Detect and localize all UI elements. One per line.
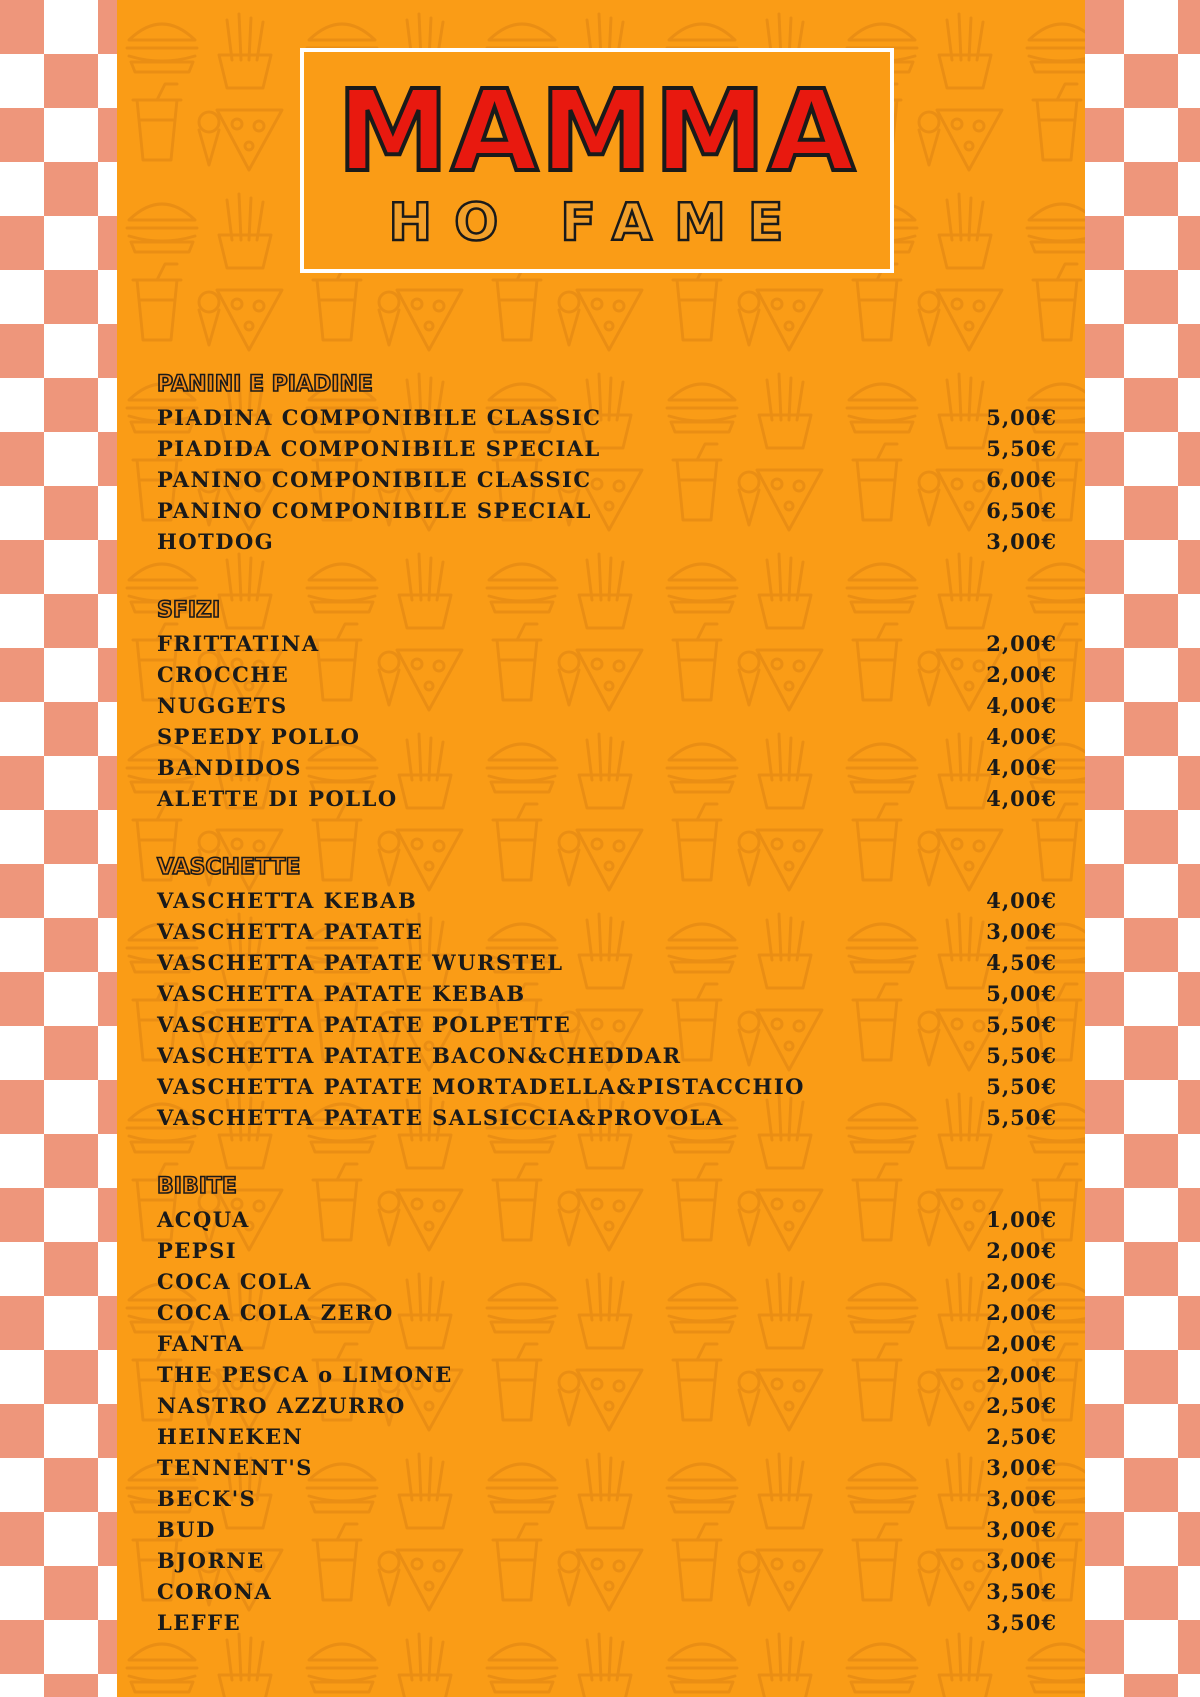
item-name: FANTA [157,1331,245,1356]
section-title: VASCHETTE [157,855,301,880]
item-name: PANINO COMPONIBILE CLASSIC [157,467,592,492]
menu-item [157,914,1057,945]
menu-item [157,431,1057,462]
item-price: 4,00€ [986,786,1057,811]
item-price: 2,00€ [986,1238,1057,1263]
menu-item [157,524,1057,555]
item-price: 4,00€ [986,888,1057,913]
item-name: BJORNE [157,1548,265,1573]
item-name: THE PESCA o LIMONE [157,1362,453,1387]
menu-item [157,1512,1057,1543]
logo-box [300,48,894,273]
menu-item [157,1388,1057,1419]
menu-item [157,1357,1057,1388]
menu-item [157,1264,1057,1295]
item-price: 5,50€ [986,436,1057,461]
item-price: 3,00€ [986,1455,1057,1480]
menu-item [157,1574,1057,1605]
item-price: 2,00€ [986,1331,1057,1356]
item-price: 3,00€ [986,529,1057,554]
menu-item [157,462,1057,493]
item-price: 5,50€ [986,1074,1057,1099]
menu-item [157,1202,1057,1233]
item-price: 3,00€ [986,1517,1057,1542]
menu-item [157,1233,1057,1264]
item-name: NUGGETS [157,693,288,718]
item-name: HEINEKEN [157,1424,304,1449]
item-price: 1,00€ [986,1207,1057,1232]
item-name: VASCHETTA PATATE KEBAB [157,981,526,1006]
item-name: VASCHETTA PATATE BACON&CHEDDAR [157,1043,682,1068]
item-name: VASCHETTA PATATE MORTADELLA&PISTACCHIO [157,1074,805,1099]
item-name: NASTRO AZZURRO [157,1393,406,1418]
item-price: 4,00€ [986,693,1057,718]
menu-item [157,1543,1057,1574]
item-name: VASCHETTA PATATE POLPETTE [157,1012,572,1037]
item-name: VASCHETTA PATATE [157,919,424,944]
menu-item [157,750,1057,781]
item-price: 5,50€ [986,1012,1057,1037]
menu-item [157,781,1057,812]
menu-item [157,1605,1057,1636]
item-price: 2,00€ [986,1362,1057,1387]
menu-item [157,1326,1057,1357]
item-price: 2,00€ [986,662,1057,687]
item-name: VASCHETTA PATATE WURSTEL [157,950,564,975]
item-name: PANINO COMPONIBILE SPECIAL [157,498,592,523]
item-price: 2,50€ [986,1393,1057,1418]
menu-item [157,493,1057,524]
item-price: 5,00€ [986,405,1057,430]
menu-item [157,719,1057,750]
item-price: 6,50€ [986,498,1057,523]
menu-item [157,1295,1057,1326]
menu-item [157,657,1057,688]
item-name: COCA COLA ZERO [157,1300,394,1325]
item-name: VASCHETTA KEBAB [157,888,418,913]
menu-item [157,626,1057,657]
item-price: 3,00€ [986,919,1057,944]
menu-item [157,1419,1057,1450]
item-price: 2,50€ [986,1424,1057,1449]
section-title: PANINI E PIADINE [157,372,373,397]
item-name: ALETTE DI POLLO [157,786,398,811]
item-price: 5,50€ [986,1043,1057,1068]
menu-item [157,1069,1057,1100]
section-title: BIBITE [157,1174,237,1199]
item-name: ACQUA [157,1207,250,1232]
item-name: PEPSI [157,1238,238,1263]
item-name: CORONA [157,1579,273,1604]
menu-item [157,1038,1057,1069]
item-price: 2,00€ [986,1269,1057,1294]
item-name: SPEEDY POLLO [157,724,361,749]
menu-item [157,883,1057,914]
item-name: BUD [157,1517,216,1542]
item-price: 2,00€ [986,1300,1057,1325]
item-name: BECK'S [157,1486,257,1511]
menu-item [157,400,1057,431]
item-name: COCA COLA [157,1269,312,1294]
item-name: TENNENT'S [157,1455,313,1480]
item-name: CROCCHE [157,662,290,687]
item-name: LEFFE [157,1610,242,1635]
menu-item [157,1100,1057,1131]
item-price: 6,00€ [986,467,1057,492]
item-price: 3,50€ [986,1610,1057,1635]
item-price: 4,00€ [986,724,1057,749]
menu-item [157,945,1057,976]
item-price: 4,50€ [986,950,1057,975]
section-title: SFIZI [157,598,221,623]
logo [304,52,890,269]
item-price: 3,00€ [986,1548,1057,1573]
item-name: PIADIDA COMPONIBILE SPECIAL [157,436,601,461]
section-vaschette [157,853,1057,1131]
item-price: 4,00€ [986,755,1057,780]
menu-item [157,1450,1057,1481]
logo-line2: HO FAME [388,193,806,253]
item-price: 5,50€ [986,1105,1057,1130]
section-panini-e-piadine [157,370,1057,555]
item-price: 3,50€ [986,1579,1057,1604]
menu-item [157,976,1057,1007]
logo-line1: MAMMA [337,67,857,197]
item-name: PIADINA COMPONIBILE CLASSIC [157,405,602,430]
menu-item [157,1007,1057,1038]
item-name: FRITTATINA [157,631,320,656]
item-name: BANDIDOS [157,755,302,780]
item-name: HOTDOG [157,529,275,554]
menu-item [157,1481,1057,1512]
item-price: 3,00€ [986,1486,1057,1511]
item-price: 5,00€ [986,981,1057,1006]
item-name: VASCHETTA PATATE SALSICCIA&PROVOLA [157,1105,724,1130]
menu-panel [117,0,1085,1697]
item-price: 2,00€ [986,631,1057,656]
section-sfizi [157,596,1057,812]
menu-item [157,688,1057,719]
section-bibite [157,1172,1057,1636]
